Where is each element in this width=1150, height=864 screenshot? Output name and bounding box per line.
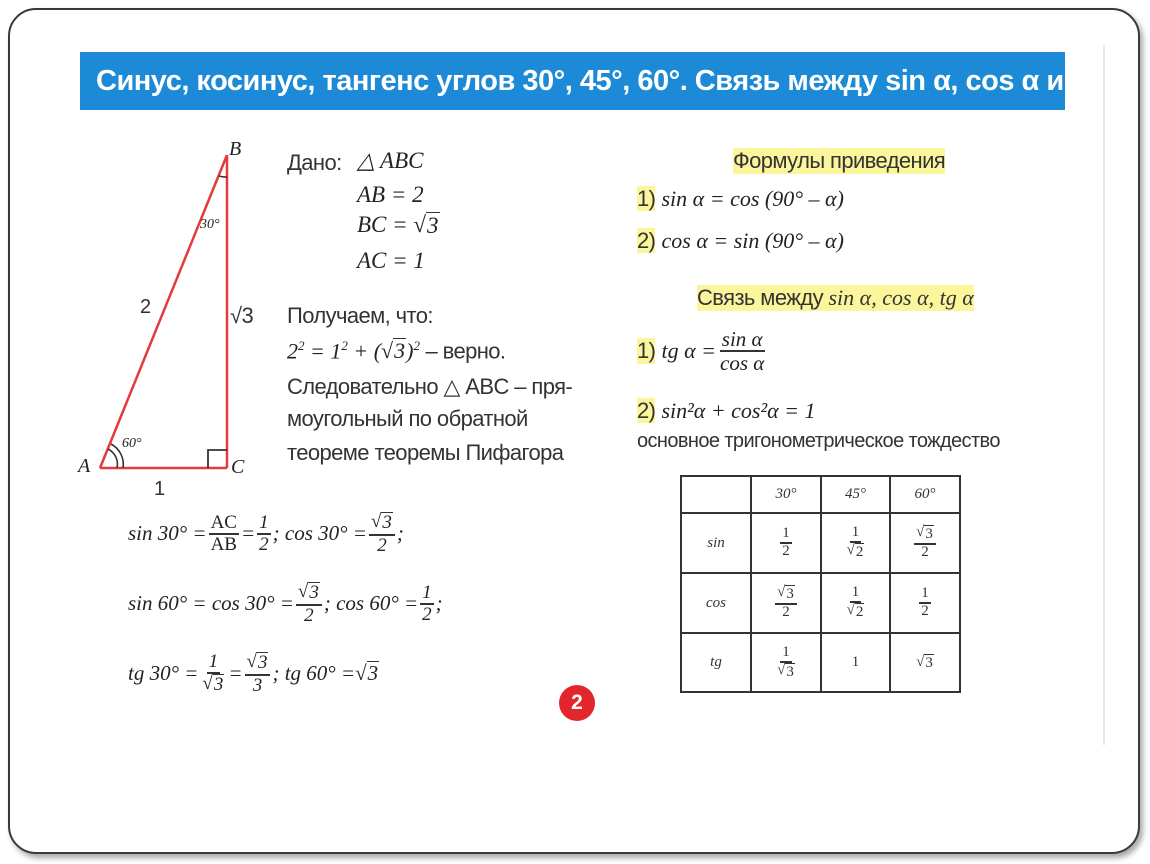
page-number-badge: 2	[559, 685, 595, 721]
identity-caption: основное тригонометрическое тождество	[637, 430, 1000, 452]
relation-formula-1: 1) tg α = $\frac{\text{sin α}}{\text{cos α}}$	[637, 327, 765, 376]
page-title: Синус, косинус, тангенс углов 30°, 45°, 60°. Связь между sin α, cos α и tg α	[96, 64, 1123, 97]
sin-45-value: 1 √ 2	[821, 513, 890, 573]
side-bc-label: √3	[230, 303, 254, 328]
cos-60-value: $\frac{1}{2}$	[890, 573, 960, 633]
sin-60-value: √ 3 2	[890, 513, 960, 573]
reduction-heading: Формулы приведения	[733, 148, 946, 173]
side-ab-label: 2	[140, 296, 151, 318]
table-header-60: 60°	[890, 476, 960, 513]
result-line-4: моугольный по обратной	[287, 406, 528, 431]
sin-cos-30-line: sin 30° = $\frac{AC}{AB}$ = $\frac{1}{2}$ ; cos 30° = √ 3 2 ;	[128, 511, 404, 556]
vertex-c-label: C	[231, 456, 245, 478]
result-line-1: Получаем, что:	[287, 303, 433, 328]
given-ab: AB = 2	[357, 182, 424, 207]
row-label-tg: tg	[681, 633, 751, 692]
table-corner-cell	[681, 476, 751, 513]
given-heading: Дано:	[287, 150, 342, 175]
table-header-45: 45°	[821, 476, 890, 513]
given-triangle: △ ABC	[357, 148, 424, 173]
title-bar	[80, 52, 1123, 110]
cos-30-value: √ 3 2	[751, 573, 821, 633]
table-row-cos	[681, 573, 960, 633]
table-row-sin	[681, 513, 960, 573]
reduction-formula-2: 2) cos α = sin (90° – α)	[637, 228, 844, 253]
side-ac-label: 1	[154, 478, 165, 500]
vertex-b-label: B	[229, 138, 242, 160]
divider	[1103, 45, 1105, 745]
relation-formula-2: 2) sin²α + cos²α = 1	[637, 398, 816, 423]
result-line-3: Следовательно △ ABC – пря-	[287, 374, 573, 399]
tg-45-value: 1	[821, 633, 890, 692]
tg-line: tg 30° = 1 √ 3 = √ 3 3 ; tg 60° = √ 3	[128, 651, 379, 696]
result-line-5: теореме теоремы Пифагора	[287, 440, 564, 465]
cos-45-value: 1 √ 2	[821, 573, 890, 633]
angle-b-label: 30°	[200, 217, 220, 232]
trig-values-table	[680, 475, 961, 693]
sin-30-value: $\frac{1}{2}$	[751, 513, 821, 573]
angle-a-label: 60°	[122, 436, 142, 451]
sin-cos-60-line: sin 60° = cos 30° = √ 3 2 ; cos 60° = $\frac{1}{2}$ ;	[128, 581, 443, 626]
relation-heading: Связь между sin α, cos α, tg α	[697, 285, 974, 310]
reduction-formula-1: 1) sin α = cos (90° – α)	[637, 186, 844, 211]
tg-30-value: 1 √ 3	[751, 633, 821, 692]
row-label-sin: sin	[681, 513, 751, 573]
tg-60-value: √ 3	[890, 633, 960, 692]
table-header-30: 30°	[751, 476, 821, 513]
pythagorean-check: $2^2 = 1^2$ + ( √ 3 )$^2$ – верно.	[287, 338, 506, 364]
row-label-cos: cos	[681, 573, 751, 633]
given-ac: AC = 1	[357, 248, 425, 273]
table-row-tg	[681, 633, 960, 692]
given-bc: BC = √ 3	[357, 212, 439, 238]
vertex-a-label: A	[78, 455, 91, 477]
